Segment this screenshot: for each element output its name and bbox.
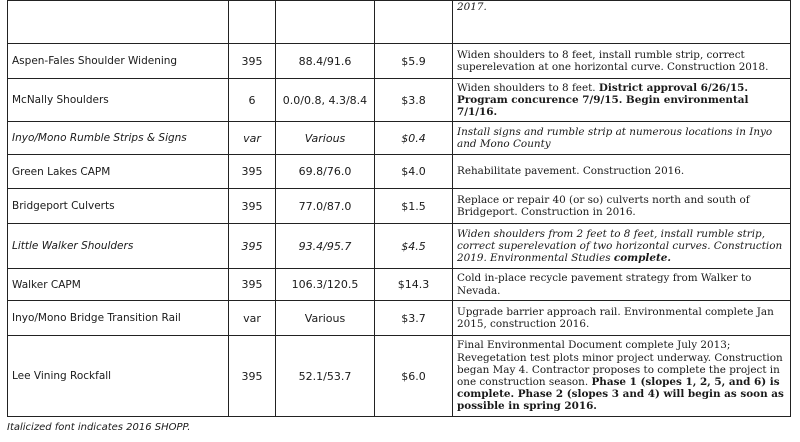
route-cell: 395 [229,189,276,224]
postmile-cell: 88.4/91.6 [276,44,375,79]
description-cell [453,155,791,189]
description-cell [453,269,791,301]
route-cell: var [229,301,276,336]
cost-cell: $4.0 [375,155,453,189]
route-cell: var [229,122,276,155]
cost-cell: $5.9 [375,44,453,79]
description-text: Widen shoulders to 8 feet, install rumble strip, correct superelevation at one horizontal curve. Construction 2018. [457,48,769,73]
project-name-cell: Bridgeport Culverts [8,189,229,224]
description-cell [453,1,791,44]
table-row [8,44,791,79]
table-row [8,189,791,224]
table-row [8,301,791,336]
project-name-cell: Lee Vining Rockfall [8,336,229,417]
footnote: Italicized font indicates 2016 SHOPP. [7,422,191,433]
table-row [8,122,791,155]
cost-cell: $3.8 [375,79,453,122]
description-cell [453,224,791,269]
project-name-cell: McNally Shoulders [8,79,229,122]
project-table [7,0,791,417]
project-name-cell: Aspen-Fales Shoulder Widening [8,44,229,79]
table-row [8,224,791,269]
cost-cell: $3.7 [375,301,453,336]
table-row [8,79,791,122]
description-bold-text: complete. [613,252,671,265]
description-text: Cold in-place recycle pavement strategy from Walker to Nevada. [457,272,752,297]
description-text: Upgrade barrier approach rail. Environmental complete Jan 2015, construction 2016. [457,305,774,330]
table-row [8,269,791,301]
cost-cell: $6.0 [375,336,453,417]
description-cell [453,122,791,155]
description-text: Final Environmental Document complete July 2013; Revegetation test plots minor project underway. Construction began May 4. Contractor proposes to complete the project in one construction season. [457,339,783,388]
description-bold-text: Phase 1 (slopes 1, 2, 5, and 6) is complete. Phase 2 (slopes 3 and 4) will begin as soon as possible in spring 2016. [457,376,784,413]
postmile-cell: 52.1/53.7 [276,336,375,417]
description-cell [453,301,791,336]
description-text: Widen shoulders to 8 feet. [457,81,599,94]
postmile-cell [276,1,375,44]
postmile-cell: Various [276,122,375,155]
project-name-cell: Inyo/Mono Bridge Transition Rail [8,301,229,336]
description-text: Widen shoulders from 2 feet to 8 feet, install rumble strip, correct superelevation of two horizontal curves. Construction 2019. Environmental Studies [457,227,783,265]
table-row [8,155,791,189]
cost-cell: $14.3 [375,269,453,301]
description-text: Install signs and rumble strip at numerous locations in Inyo and Mono County [457,125,773,150]
project-name-cell: Inyo/Mono Rumble Strips & Signs [8,122,229,155]
description-bold-text: District approval 6/26/15. Program concurence 7/9/15. Begin environmental 7/1/16. [457,81,749,119]
route-cell: 395 [229,224,276,269]
cost-cell: $4.5 [375,224,453,269]
cost-cell [375,1,453,44]
project-name-cell: Green Lakes CAPM [8,155,229,189]
route-cell: 395 [229,336,276,417]
postmile-cell: 77.0/87.0 [276,189,375,224]
postmile-cell: 93.4/95.7 [276,224,375,269]
project-name-cell [8,1,229,44]
route-cell: 395 [229,155,276,189]
cost-cell: $1.5 [375,189,453,224]
route-cell: 6 [229,79,276,122]
description-cell [453,79,791,122]
postmile-cell: 69.8/76.0 [276,155,375,189]
postmile-cell: 106.3/120.5 [276,269,375,301]
route-cell: 395 [229,44,276,79]
postmile-cell: 0.0/0.8, 4.3/8.4 [276,79,375,122]
description-text: Replace or repair 40 (or so) culverts north and south of Bridgeport. Construction in 2016. [457,193,750,218]
postmile-cell: Various [276,301,375,336]
description-cell [453,189,791,224]
route-cell [229,1,276,44]
route-cell: 395 [229,269,276,301]
table-row [8,1,791,44]
table-row [8,336,791,417]
project-name-cell: Walker CAPM [8,269,229,301]
description-text: Rehabilitate pavement. Construction 2016. [457,165,685,178]
cost-cell: $0.4 [375,122,453,155]
project-name-cell: Little Walker Shoulders [8,224,229,269]
description-text: 2017. [457,1,487,13]
description-cell [453,44,791,79]
description-cell [453,336,791,417]
